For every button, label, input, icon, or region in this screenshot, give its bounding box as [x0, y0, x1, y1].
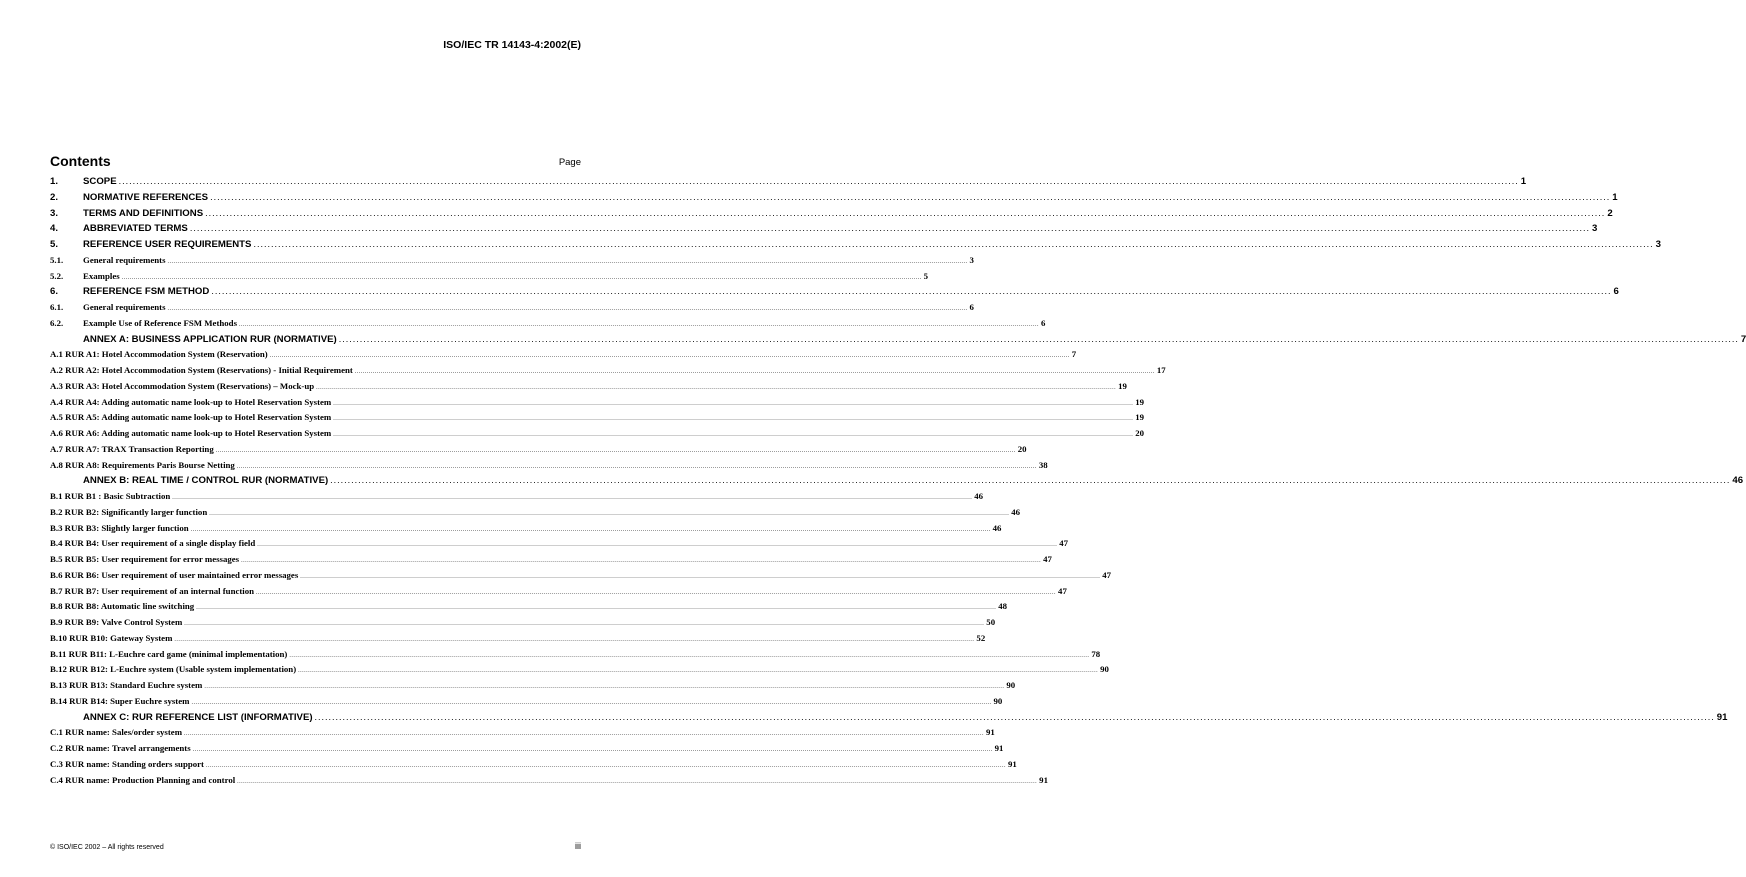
- toc-dot-leader: ................................................................................................................................................................................................................................................................................................................................................................................................................: [167, 258, 968, 265]
- toc-entry-title: B.9 RUR B9: Valve Control System: [50, 617, 183, 627]
- toc-entry-title: B.1 RUR B1 : Basic Subtraction: [50, 491, 171, 501]
- toc-entry-page: 91: [986, 727, 995, 738]
- toc-entry[interactable]: [50, 710, 1728, 726]
- toc-dot-leader: ................................................................................................................................................................................................................................................................................................................................................................................................................: [205, 207, 1606, 218]
- toc-entry-page: 47: [1058, 585, 1067, 596]
- toc-entry-title: ANNEX B: REAL TIME / CONTROL RUR (NORMATIVE): [83, 475, 329, 487]
- toc-dot-leader: ................................................................................................................................................................................................................................................................................................................................................................................................................: [269, 353, 1070, 360]
- toc-dot-leader: ................................................................................................................................................................................................................................................................................................................................................................................................................: [190, 526, 991, 533]
- toc-entry-title: B.5 RUR B5: User requirement for error messages: [50, 554, 240, 564]
- toc-entry-title: A.4 RUR A4: Adding automatic name look-up to Hotel Reservation System: [50, 396, 332, 407]
- toc-dot-leader: ................................................................................................................................................................................................................................................................................................................................................................................................................: [121, 274, 922, 281]
- contents-heading: Contents: [50, 153, 111, 169]
- toc-entry[interactable]: [50, 694, 1003, 710]
- toc-entry-page: 3: [1655, 239, 1661, 250]
- toc-entry-title: Examples: [83, 270, 120, 281]
- toc-entry[interactable]: [50, 662, 1109, 678]
- toc-entry[interactable]: [50, 237, 1661, 253]
- toc-entry[interactable]: [50, 300, 974, 316]
- toc-dot-leader: ................................................................................................................................................................................................................................................................................................................................................................................................................: [204, 684, 1005, 690]
- toc-entry[interactable]: [50, 568, 1112, 584]
- toc-entry-title: A.3 RUR A3: Hotel Accommodation System (Reservations) – Mock-up: [50, 380, 315, 391]
- toc-entry-page: 1: [1612, 191, 1618, 203]
- toc-entry-page: 46: [1011, 506, 1021, 517]
- toc-entry-page: 20: [1135, 428, 1145, 438]
- toc-entry-page: 19: [1135, 396, 1145, 407]
- toc-entry[interactable]: [50, 725, 995, 741]
- toc-dot-leader: ................................................................................................................................................................................................................................................................................................................................................................................................................: [330, 475, 1731, 486]
- toc-entry-number: 5.1.: [50, 254, 64, 265]
- toc-dot-leader: ................................................................................................................................................................................................................................................................................................................................................................................................................: [174, 636, 975, 643]
- toc-entry-page: 46: [1732, 475, 1744, 487]
- toc-entry[interactable]: [50, 379, 1127, 395]
- toc-entry-page: 3: [1592, 223, 1598, 235]
- toc-entry-title: NORMATIVE REFERENCES: [83, 191, 209, 203]
- toc-entry-page: 19: [1118, 380, 1127, 391]
- toc-entry[interactable]: [50, 521, 1002, 537]
- toc-entry-page: 20: [1017, 443, 1027, 454]
- toc-entry-page: 90: [1100, 664, 1109, 675]
- toc-entry-page: 6: [969, 302, 974, 312]
- toc-entry-title: ANNEX C: RUR REFERENCE LIST (INFORMATIVE): [83, 711, 313, 723]
- toc-entry[interactable]: [50, 458, 1048, 474]
- document-reference: ISO/IEC TR 14143-4:2002(E): [443, 39, 581, 51]
- toc-entry-title: REFERENCE FSM METHOD: [83, 286, 210, 298]
- toc-entry-page: 3: [969, 254, 974, 265]
- toc-entry[interactable]: [50, 363, 1166, 379]
- toc-entry[interactable]: [50, 599, 1007, 615]
- toc-entry-title: Example Use of Reference FSM Methods: [83, 317, 237, 328]
- toc-dot-leader: ................................................................................................................................................................................................................................................................................................................................................................................................................: [118, 176, 1519, 186]
- toc-entry[interactable]: [50, 332, 1746, 348]
- toc-dot-leader: ................................................................................................................................................................................................................................................................................................................................................................................................................: [256, 589, 1057, 596]
- toc-entry[interactable]: [50, 174, 1527, 190]
- toc-entry-page: 78: [1091, 648, 1101, 659]
- toc-entry-number: 6.2.: [50, 317, 64, 328]
- toc-entry-page: 90: [1006, 680, 1016, 690]
- toc-dot-leader: ................................................................................................................................................................................................................................................................................................................................................................................................................: [209, 510, 1010, 517]
- toc-entry[interactable]: [50, 505, 1021, 521]
- toc-entry-number: 4.: [50, 223, 59, 235]
- toc-dot-leader: ................................................................................................................................................................................................................................................................................................................................................................................................................: [236, 463, 1037, 470]
- toc-entry-title: B.6 RUR B6: User requirement of user maintained error messages: [50, 569, 299, 580]
- toc-entry-page: 52: [976, 632, 986, 643]
- toc-dot-leader: ................................................................................................................................................................................................................................................................................................................................................................................................................: [354, 369, 1155, 375]
- toc-entry-page: 91: [1716, 711, 1728, 723]
- toc-entry[interactable]: [50, 442, 1027, 458]
- toc-entry-title: B.8 RUR B8: Automatic line switching: [50, 601, 195, 612]
- toc-dot-leader: ................................................................................................................................................................................................................................................................................................................................................................................................................: [192, 747, 993, 753]
- toc-entry-number: 5.: [50, 239, 59, 250]
- toc-entry-page: 6: [1613, 286, 1619, 298]
- toc-dot-leader: ................................................................................................................................................................................................................................................................................................................................................................................................................: [338, 333, 1739, 344]
- toc-entry-page: 2: [1607, 207, 1613, 219]
- toc-entry-page: 47: [1102, 569, 1112, 580]
- toc-entry-title: C.1 RUR name: Sales/order system: [50, 727, 183, 738]
- toc-entry[interactable]: [50, 410, 1145, 426]
- toc-entry[interactable]: [50, 426, 1145, 442]
- toc-dot-leader: ................................................................................................................................................................................................................................................................................................................................................................................................................: [211, 286, 1612, 297]
- toc-entry-page: 6: [1041, 317, 1046, 328]
- toc-entry-number: 1.: [50, 176, 59, 187]
- toc-entry-page: 50: [986, 617, 996, 627]
- toc-dot-leader: ................................................................................................................................................................................................................................................................................................................................................................................................................: [184, 731, 985, 738]
- toc-entry-title: B.14 RUR B14: Super Euchre system: [50, 695, 190, 706]
- toc-entry-page: 7: [1740, 333, 1746, 345]
- toc-entry[interactable]: [50, 536, 1069, 552]
- toc-dot-leader: ................................................................................................................................................................................................................................................................................................................................................................................................................: [333, 416, 1134, 423]
- toc-dot-leader: ................................................................................................................................................................................................................................................................................................................................................................................................................: [257, 542, 1058, 549]
- toc-entry-title: C.2 RUR name: Travel arrangements: [50, 743, 191, 753]
- toc-entry-title: A.8 RUR A8: Requirements Paris Bourse Netting: [50, 459, 235, 470]
- toc-entry-page: 7: [1071, 349, 1077, 360]
- toc-dot-leader: ................................................................................................................................................................................................................................................................................................................................................................................................................: [196, 605, 997, 612]
- copyright-notice: © ISO/IEC 2002 – All rights reserved: [50, 844, 164, 851]
- toc-entry[interactable]: [50, 221, 1598, 237]
- toc-entry-page: 91: [994, 743, 1004, 753]
- toc-dot-leader: ................................................................................................................................................................................................................................................................................................................................................................................................................: [289, 652, 1090, 659]
- toc-entry[interactable]: [50, 757, 1017, 773]
- toc-entry[interactable]: [50, 741, 1004, 757]
- toc-dot-leader: ................................................................................................................................................................................................................................................................................................................................................................................................................: [189, 223, 1591, 234]
- toc-entry[interactable]: [50, 631, 986, 647]
- page-column-label: Page: [558, 157, 581, 168]
- toc-dot-leader: ................................................................................................................................................................................................................................................................................................................................................................................................................: [314, 711, 1715, 722]
- toc-entry[interactable]: [50, 473, 1744, 489]
- toc-entry-title: B.11 RUR B11: L-Euchre card game (minimal implementation): [50, 648, 288, 659]
- toc-entry-title: General requirements: [83, 254, 166, 265]
- toc-entry-page: 19: [1135, 412, 1145, 423]
- toc-entry-page: 48: [998, 601, 1007, 612]
- toc-entry-number: 5.2.: [50, 270, 64, 281]
- toc-entry-number: 6.1.: [50, 302, 64, 312]
- toc-entry-page: 90: [993, 695, 1003, 706]
- toc-entry[interactable]: [50, 773, 1048, 789]
- toc-entry-title: A.2 RUR A2: Hotel Accommodation System (Reservations) - Initial Requirement: [50, 365, 353, 375]
- toc-entry-title: B.13 RUR B13: Standard Euchre system: [50, 680, 203, 690]
- toc-entry[interactable]: [50, 253, 974, 269]
- toc-entry-title: A.1 RUR A1: Hotel Accommodation System (Reservation): [50, 349, 268, 360]
- toc-entry-number: 6.: [50, 286, 59, 298]
- toc-entry-page: 5: [923, 270, 929, 281]
- toc-dot-leader: ................................................................................................................................................................................................................................................................................................................................................................................................................: [191, 699, 992, 706]
- toc-entry-title: TERMS AND DEFINITIONS: [83, 207, 204, 219]
- toc-dot-leader: ................................................................................................................................................................................................................................................................................................................................................................................................................: [167, 306, 968, 312]
- toc-entry-title: REFERENCE USER REQUIREMENTS: [83, 239, 252, 250]
- toc-dot-leader: ................................................................................................................................................................................................................................................................................................................................................................................................................: [210, 191, 1611, 202]
- toc-entry-title: A.5 RUR A5: Adding automatic name look-up to Hotel Reservation System: [50, 412, 332, 423]
- toc-dot-leader: ................................................................................................................................................................................................................................................................................................................................................................................................................: [184, 621, 985, 627]
- toc-dot-leader: ................................................................................................................................................................................................................................................................................................................................................................................................................: [237, 778, 1038, 785]
- toc-entry-page: 1: [1520, 176, 1527, 187]
- toc-entry-title: C.3 RUR name: Standing orders support: [50, 758, 204, 769]
- toc-entry[interactable]: [50, 284, 1619, 300]
- toc-dot-leader: ................................................................................................................................................................................................................................................................................................................................................................................................................: [253, 239, 1654, 249]
- toc-dot-leader: ................................................................................................................................................................................................................................................................................................................................................................................................................: [316, 384, 1117, 391]
- toc-entry-title: B.4 RUR B4: User requirement of a single display field: [50, 538, 256, 549]
- toc-entry-title: B.2 RUR B2: Significantly larger function: [50, 506, 208, 517]
- toc-entry-number: 3.: [50, 207, 59, 219]
- toc-entry-number: 2.: [50, 191, 59, 203]
- toc-entry[interactable]: [50, 489, 984, 505]
- toc-entry-page: 38: [1038, 459, 1048, 470]
- toc-entry-title: General requirements: [83, 302, 166, 312]
- toc-entry[interactable]: [50, 552, 1052, 568]
- toc-entry-page: 47: [1059, 538, 1069, 549]
- toc-entry-page: 91: [1007, 758, 1017, 769]
- toc-dot-leader: ................................................................................................................................................................................................................................................................................................................................................................................................................: [300, 573, 1101, 580]
- toc-entry[interactable]: [50, 269, 929, 285]
- toc-dot-leader: ................................................................................................................................................................................................................................................................................................................................................................................................................: [215, 447, 1016, 454]
- toc-entry-title: A.6 RUR A6: Adding automatic name look-up to Hotel Reservation System: [50, 428, 332, 438]
- toc-dot-leader: ................................................................................................................................................................................................................................................................................................................................................................................................................: [333, 400, 1134, 407]
- toc-entry-title: SCOPE: [83, 176, 117, 187]
- toc-entry-page: 47: [1043, 554, 1052, 564]
- toc-entry-title: ABBREVIATED TERMS: [83, 223, 188, 235]
- toc-dot-leader: ................................................................................................................................................................................................................................................................................................................................................................................................................: [241, 558, 1042, 564]
- toc-dot-leader: ................................................................................................................................................................................................................................................................................................................................................................................................................: [298, 668, 1099, 675]
- toc-entry-page: 17: [1156, 365, 1166, 375]
- toc-dot-leader: ................................................................................................................................................................................................................................................................................................................................................................................................................: [205, 762, 1006, 769]
- toc-dot-leader: ................................................................................................................................................................................................................................................................................................................................................................................................................: [239, 321, 1039, 328]
- toc-entry-title: B.12 RUR B12: L-Euchre system (Usable system implementation): [50, 664, 297, 675]
- toc-dot-leader: ................................................................................................................................................................................................................................................................................................................................................................................................................: [333, 432, 1134, 438]
- toc-entry[interactable]: [50, 678, 1016, 694]
- table-of-contents: [50, 174, 1746, 788]
- toc-entry[interactable]: [50, 347, 1077, 363]
- toc-entry-title: ANNEX A: BUSINESS APPLICATION RUR (NORMATIVE): [83, 333, 337, 345]
- toc-entry-title: C.4 RUR name: Production Planning and control: [50, 774, 236, 785]
- toc-entry[interactable]: [50, 190, 1618, 206]
- toc-entry-title: B.7 RUR B7: User requirement of an internal function: [50, 585, 255, 596]
- toc-entry[interactable]: [50, 647, 1101, 663]
- toc-entry-page: 91: [1039, 774, 1048, 785]
- footer-page-number: iii: [575, 841, 581, 851]
- toc-entry-title: B.3 RUR B3: Slightly larger function: [50, 522, 189, 533]
- toc-entry[interactable]: [50, 316, 1046, 332]
- toc-entry-page: 46: [992, 522, 1002, 533]
- toc-entry[interactable]: [50, 584, 1067, 600]
- toc-entry[interactable]: [50, 395, 1145, 411]
- toc-entry[interactable]: [50, 206, 1613, 222]
- toc-entry-title: B.10 RUR B10: Gateway System: [50, 632, 173, 643]
- toc-entry-page: 46: [974, 491, 984, 501]
- toc-entry-title: A.7 RUR A7: TRAX Transaction Reporting: [50, 443, 214, 454]
- toc-dot-leader: ................................................................................................................................................................................................................................................................................................................................................................................................................: [172, 495, 973, 501]
- toc-entry[interactable]: [50, 615, 996, 631]
